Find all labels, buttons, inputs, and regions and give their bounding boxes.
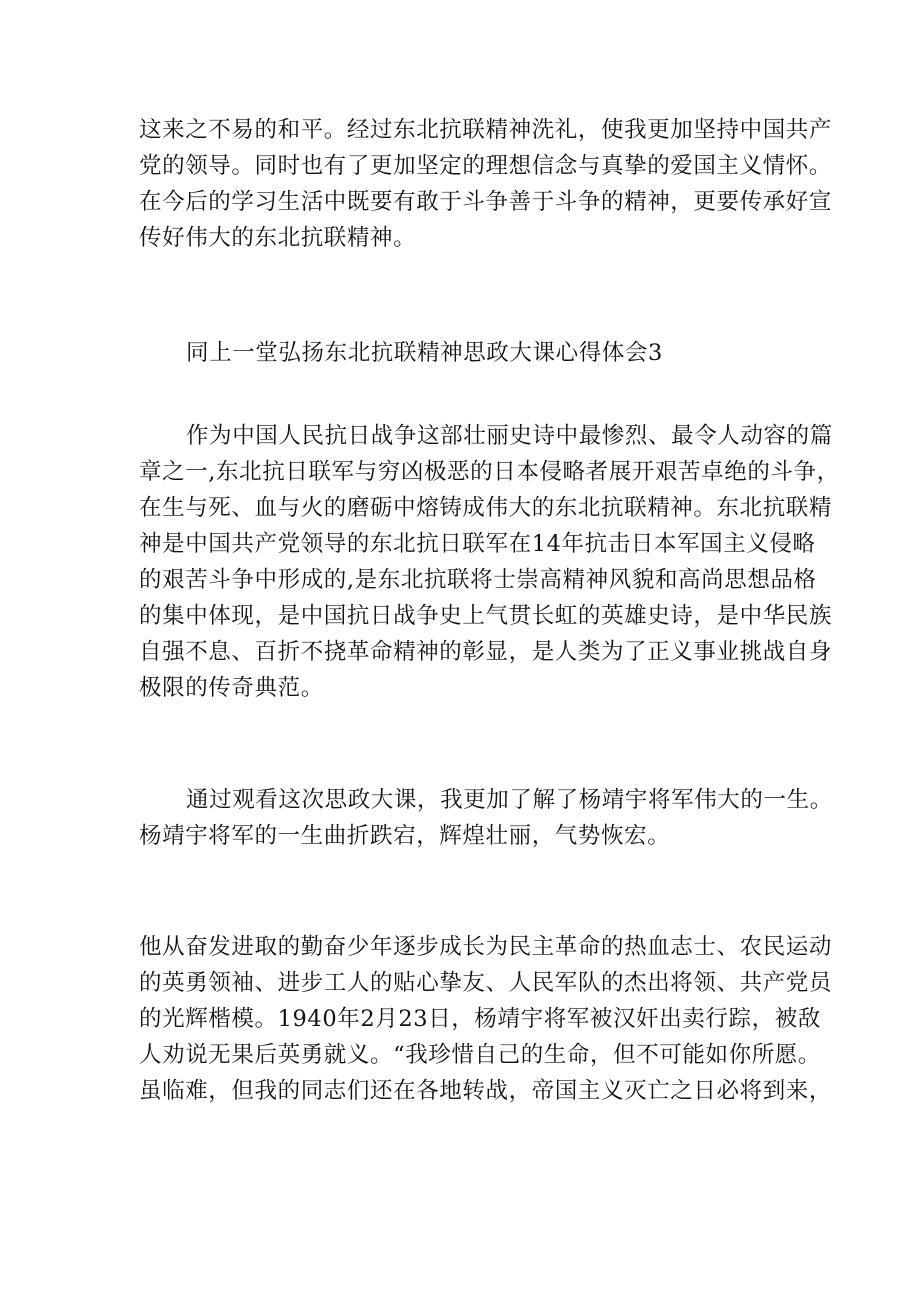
paragraph-line: 作为中国人民抗日战争这部壮丽史诗中最惨烈、最令人动容的篇 — [186, 423, 833, 449]
paragraph-line: 人劝说无果后英勇就义。“我珍惜自己的生命，但不可能如你所愿。 — [139, 1042, 822, 1068]
paragraph-line: 他从奋发进取的勤奋少年逐步成长为民主革命的热血志士、农民运动 — [139, 934, 833, 960]
paragraph-line: 神是中国共产党领导的东北抗日联军在14年抗击日本军国主义侵略 — [139, 531, 816, 557]
paragraph-line: 这来之不易的和平。经过东北抗联精神洗礼，使我更加坚持中国共产 — [139, 117, 833, 143]
paragraph-line: 自强不息、百折不挠革命精神的彰显，是人类为了正义事业挑战自身 — [139, 639, 833, 665]
paragraph-line: 的光辉楷模。1940年2月23日，杨靖宇将军被汉奸出卖行踪，被敌 — [139, 1006, 821, 1032]
paragraph-line: 的艰苦斗争中形成的,是东北抗联将士崇高精神风貌和高尚思想品格 — [139, 567, 817, 593]
paragraph-line: 章之一,东北抗日联军与穷凶极恶的日本侵略者展开艰苦卓绝的斗争， — [139, 459, 840, 485]
section-heading: 同上一堂弘扬东北抗联精神思政大课心得体会3 — [186, 340, 663, 366]
paragraph-line: 极限的传奇典范。 — [139, 675, 324, 701]
paragraph-line: 通过观看这次思政大课，我更加了解了杨靖宇将军伟大的一生。 — [186, 787, 833, 813]
paragraph-line: 的集中体现，是中国抗日战争史上气贯长虹的英雄史诗，是中华民族 — [139, 603, 833, 629]
paragraph-3 — [139, 782, 833, 854]
paragraph-line: 传好伟大的东北抗联精神。 — [139, 225, 417, 251]
paragraph-line: 虽临难，但我的同志们还在各地转战，帝国主义灭亡之日必将到来， — [139, 1078, 833, 1104]
paragraph-1 — [139, 112, 833, 256]
paragraph-line: 的英勇领袖、进步工人的贴心挚友、人民军队的杰出将领、共产党员 — [139, 970, 833, 996]
paragraph-line: 党的领导。同时也有了更加坚定的理想信念与真挚的爱国主义情怀。 — [139, 153, 833, 179]
paragraph-line: 在生与死、血与火的磨砺中熔铸成伟大的东北抗联精神。东北抗联精 — [139, 495, 833, 521]
paragraph-4 — [139, 929, 833, 1109]
paragraph-line: 杨靖宇将军的一生曲折跌宕，辉煌壮丽，气势恢宏。 — [139, 823, 671, 849]
paragraph-line: 在今后的学习生活中既要有敢于斗争善于斗争的精神，更要传承好宣 — [139, 189, 833, 215]
paragraph-2 — [139, 418, 840, 706]
